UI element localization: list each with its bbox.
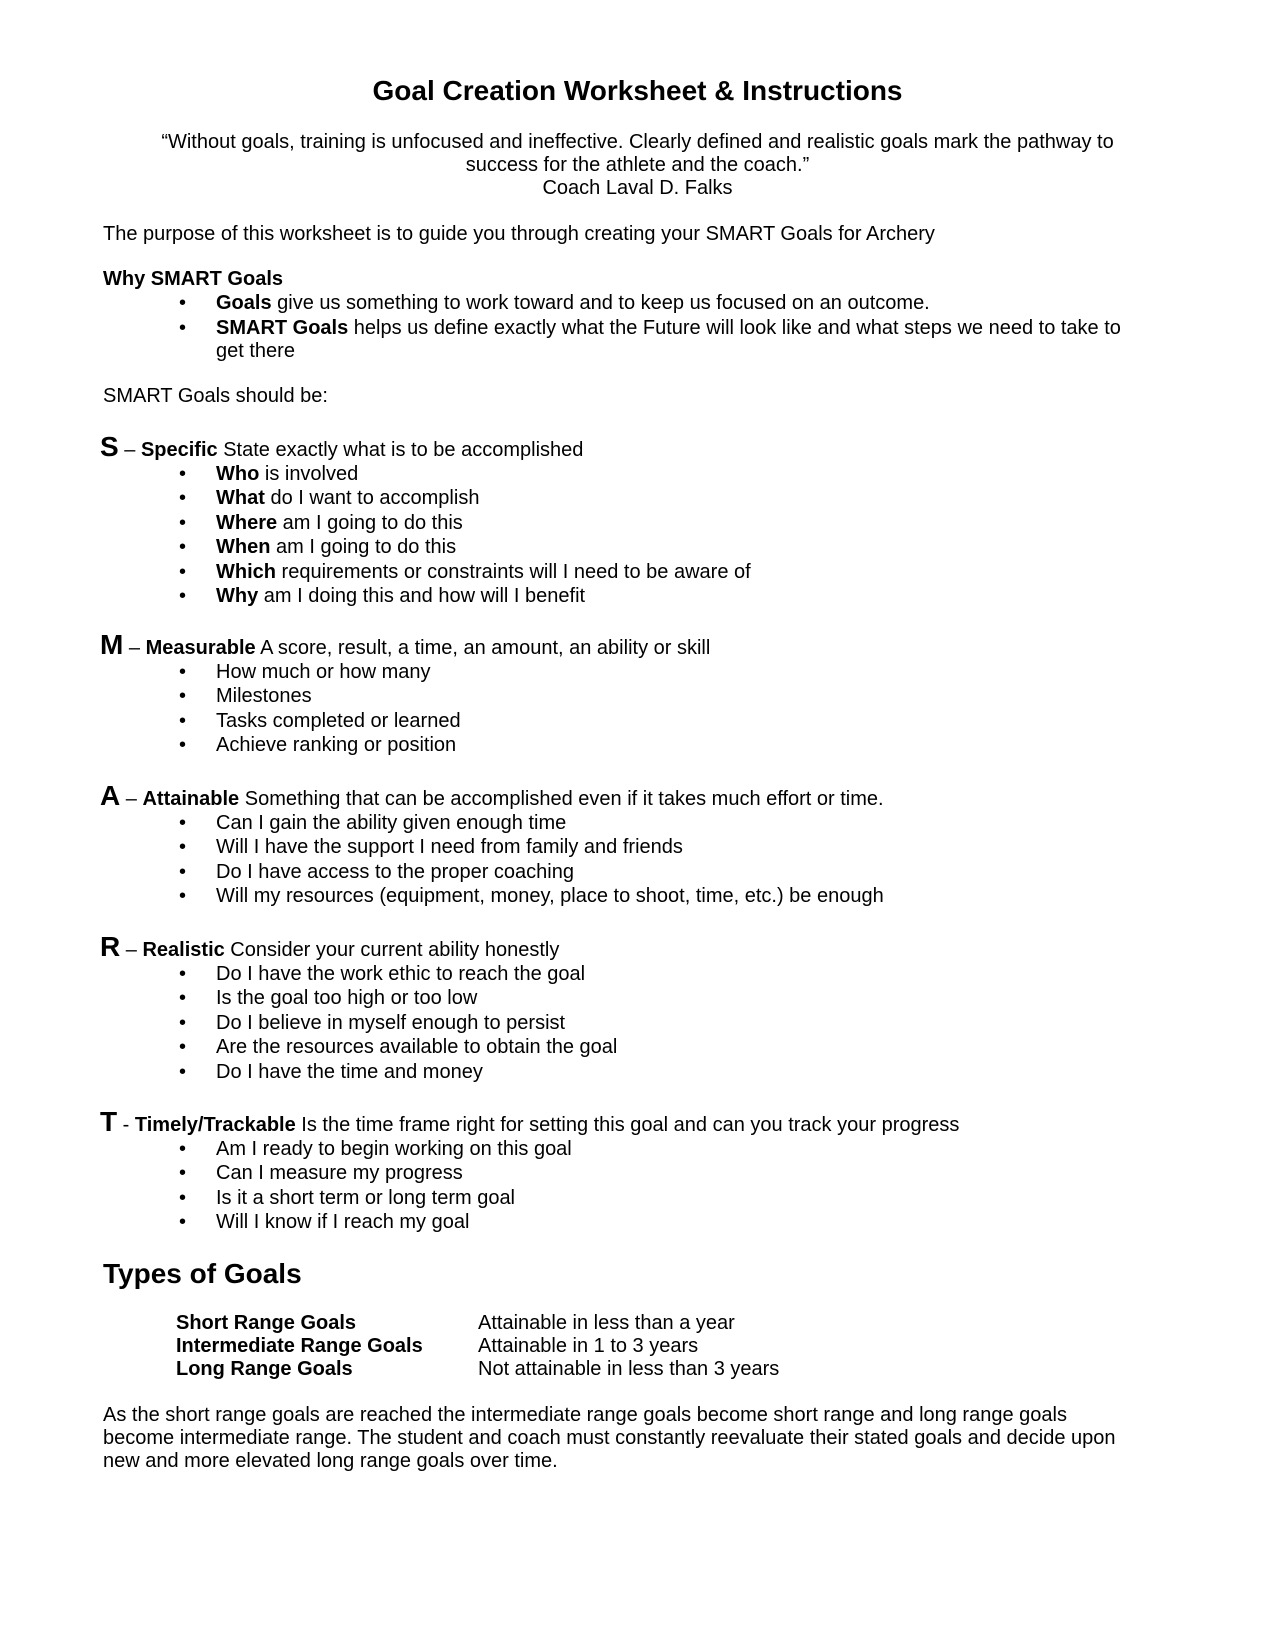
list-item-text: Is it a short term or long term goal <box>216 1187 516 1209</box>
list-item-term: Where <box>216 512 278 534</box>
section-letter: S <box>100 431 119 462</box>
list-item-term: What <box>216 487 265 509</box>
section-list-item <box>216 735 456 755</box>
bullet-icon: • <box>179 963 187 985</box>
section-header <box>100 631 710 659</box>
list-item-term: When <box>216 536 271 558</box>
why-item-text: give us something to work toward and to keep us focused on an outcome. <box>271 292 930 314</box>
section-letter: R <box>100 931 121 962</box>
section-name: Measurable <box>145 637 256 659</box>
section-list-item <box>216 537 456 557</box>
purpose-text: The purpose of this worksheet is to guide you through creating your SMART Goals for Archery <box>103 223 935 245</box>
goal-type-desc: Not attainable in less than 3 years <box>478 1358 780 1380</box>
bullet-icon: • <box>179 463 187 485</box>
bullet-icon: • <box>179 987 187 1009</box>
section-list-item <box>216 686 312 706</box>
section-list-item <box>216 1037 617 1057</box>
closing-line-1: As the short range goals are reached the intermediate range goals become short range and long range goals <box>103 1404 1067 1426</box>
why-item-smart-goals <box>216 318 1121 338</box>
why-item-text: helps us define exactly what the Future will look like and what steps we need to take to <box>348 317 1121 339</box>
bullet-icon: • <box>179 710 187 732</box>
bullet-icon: • <box>179 561 187 583</box>
section-description: Consider your current ability honestly <box>224 939 560 961</box>
section-list-item <box>216 662 431 682</box>
list-item-term: Who <box>216 463 260 485</box>
section-list-item <box>216 1163 463 1183</box>
bullet-icon: • <box>179 512 187 534</box>
bullet-icon: • <box>179 487 187 509</box>
bullet-icon: • <box>179 1036 187 1058</box>
list-item-text: How much or how many <box>216 661 431 683</box>
list-item-text: am I going to do this <box>270 536 457 558</box>
quote-line-1: “Without goals, training is unfocused and ineffective. Clearly defined and realistic goals mark the pathway to <box>161 131 1114 153</box>
section-letter: T <box>100 1106 118 1137</box>
bullet-icon: • <box>179 1012 187 1034</box>
bullet-icon: • <box>179 1061 187 1083</box>
section-list-item <box>216 711 461 731</box>
list-item-text: Do I have the time and money <box>216 1061 483 1083</box>
section-list-item <box>216 862 574 882</box>
goal-type-desc: Attainable in 1 to 3 years <box>478 1335 699 1357</box>
section-list-item <box>216 886 884 906</box>
section-list-item <box>216 464 358 484</box>
list-item-text: Am I ready to begin working on this goal <box>216 1138 572 1160</box>
section-name: Attainable <box>142 788 240 810</box>
section-separator: - <box>117 1114 135 1136</box>
section-header <box>100 1108 959 1136</box>
bullet-icon: • <box>179 292 187 314</box>
why-item-continuation: get there <box>216 340 295 362</box>
closing-line-3: new and more elevated long range goals over time. <box>103 1450 558 1472</box>
goal-type-desc: Attainable in less than a year <box>478 1312 735 1334</box>
why-heading: Why SMART Goals <box>103 268 284 290</box>
list-item-text: Milestones <box>216 685 312 707</box>
why-item-term: SMART Goals <box>216 317 349 339</box>
section-description: Something that can be accomplished even if it takes much effort or time. <box>239 788 884 810</box>
section-separator: – <box>120 788 143 810</box>
list-item-text: Will I know if I reach my goal <box>216 1211 470 1233</box>
section-separator: – <box>120 939 143 961</box>
why-item-term: Goals <box>216 292 272 314</box>
bullet-icon: • <box>179 1211 187 1233</box>
section-list-item <box>216 1062 483 1082</box>
list-item-text: Can I gain the ability given enough time <box>216 812 567 834</box>
section-letter: A <box>100 780 121 811</box>
quote-author: Coach Laval D. Falks <box>542 177 733 199</box>
list-item-term: Which <box>216 561 276 583</box>
list-item-text: Do I have access to the proper coaching <box>216 861 574 883</box>
list-item-text: am I going to do this <box>277 512 463 534</box>
bullet-icon: • <box>179 734 187 756</box>
section-list-item <box>216 964 585 984</box>
page-title: Goal Creation Worksheet & Instructions <box>372 75 903 106</box>
list-item-text: is involved <box>259 463 359 485</box>
section-list-item <box>216 988 477 1008</box>
bullet-icon: • <box>179 317 187 339</box>
list-item-text: Do I have the work ethic to reach the goal <box>216 963 586 985</box>
section-list-item <box>216 1212 469 1232</box>
list-item-text: Will my resources (equipment, money, place to shoot, time, etc.) be enough <box>216 885 884 907</box>
bullet-icon: • <box>179 812 187 834</box>
section-header <box>100 782 884 810</box>
section-separator: – <box>118 439 141 461</box>
list-item-text: Do I believe in myself enough to persist <box>216 1012 566 1034</box>
list-item-text: Is the goal too high or too low <box>216 987 478 1009</box>
goal-type-name: Intermediate Range Goals <box>176 1335 423 1357</box>
section-letter: M <box>100 629 124 660</box>
section-name: Specific <box>140 439 218 461</box>
bullet-icon: • <box>179 861 187 883</box>
section-list-item <box>216 562 751 582</box>
section-list-item <box>216 1188 515 1208</box>
bullet-icon: • <box>179 885 187 907</box>
section-name: Realistic <box>142 939 225 961</box>
list-item-text: Tasks completed or learned <box>216 710 461 732</box>
section-list-item <box>216 513 463 533</box>
bullet-icon: • <box>179 1187 187 1209</box>
list-item-text: Achieve ranking or position <box>216 734 457 756</box>
section-list-item <box>216 1013 565 1033</box>
section-list-item <box>216 1139 572 1159</box>
section-description: A score, result, a time, an amount, an ability or skill <box>255 637 711 659</box>
quote-line-2: success for the athlete and the coach.” <box>465 154 810 176</box>
section-description: Is the time frame right for setting this goal and can you track your progress <box>295 1114 960 1136</box>
section-list-item <box>216 488 479 508</box>
section-list-item <box>216 813 566 833</box>
bullet-icon: • <box>179 661 187 683</box>
goal-type-name: Short Range Goals <box>176 1312 357 1334</box>
section-header <box>100 933 559 961</box>
should-be-text: SMART Goals should be: <box>103 385 328 407</box>
list-item-text: do I want to accomplish <box>264 487 480 509</box>
bullet-icon: • <box>179 1138 187 1160</box>
section-list-item <box>216 586 585 606</box>
bullet-icon: • <box>179 585 187 607</box>
section-description: State exactly what is to be accomplished <box>217 439 584 461</box>
list-item-term: Why <box>216 585 259 607</box>
closing-line-2: become intermediate range. The student and coach must constantly reevaluate their stated goals and decide upon <box>103 1427 1116 1449</box>
bullet-icon: • <box>179 1162 187 1184</box>
list-item-text: requirements or constraints will I need to be aware of <box>276 561 751 583</box>
list-item-text: Are the resources available to obtain the goal <box>216 1036 618 1058</box>
why-item-goals <box>216 293 930 313</box>
list-item-text: am I doing this and how will I benefit <box>258 585 586 607</box>
section-list-item <box>216 837 683 857</box>
types-heading: Types of Goals <box>103 1258 302 1289</box>
list-item-text: Will I have the support I need from family and friends <box>216 836 683 858</box>
bullet-icon: • <box>179 836 187 858</box>
bullet-icon: • <box>179 685 187 707</box>
list-item-text: Can I measure my progress <box>216 1162 463 1184</box>
bullet-icon: • <box>179 536 187 558</box>
goal-type-name: Long Range Goals <box>176 1358 353 1380</box>
section-header <box>100 433 583 461</box>
section-separator: – <box>123 637 146 659</box>
section-name: Timely/Trackable <box>134 1114 296 1136</box>
